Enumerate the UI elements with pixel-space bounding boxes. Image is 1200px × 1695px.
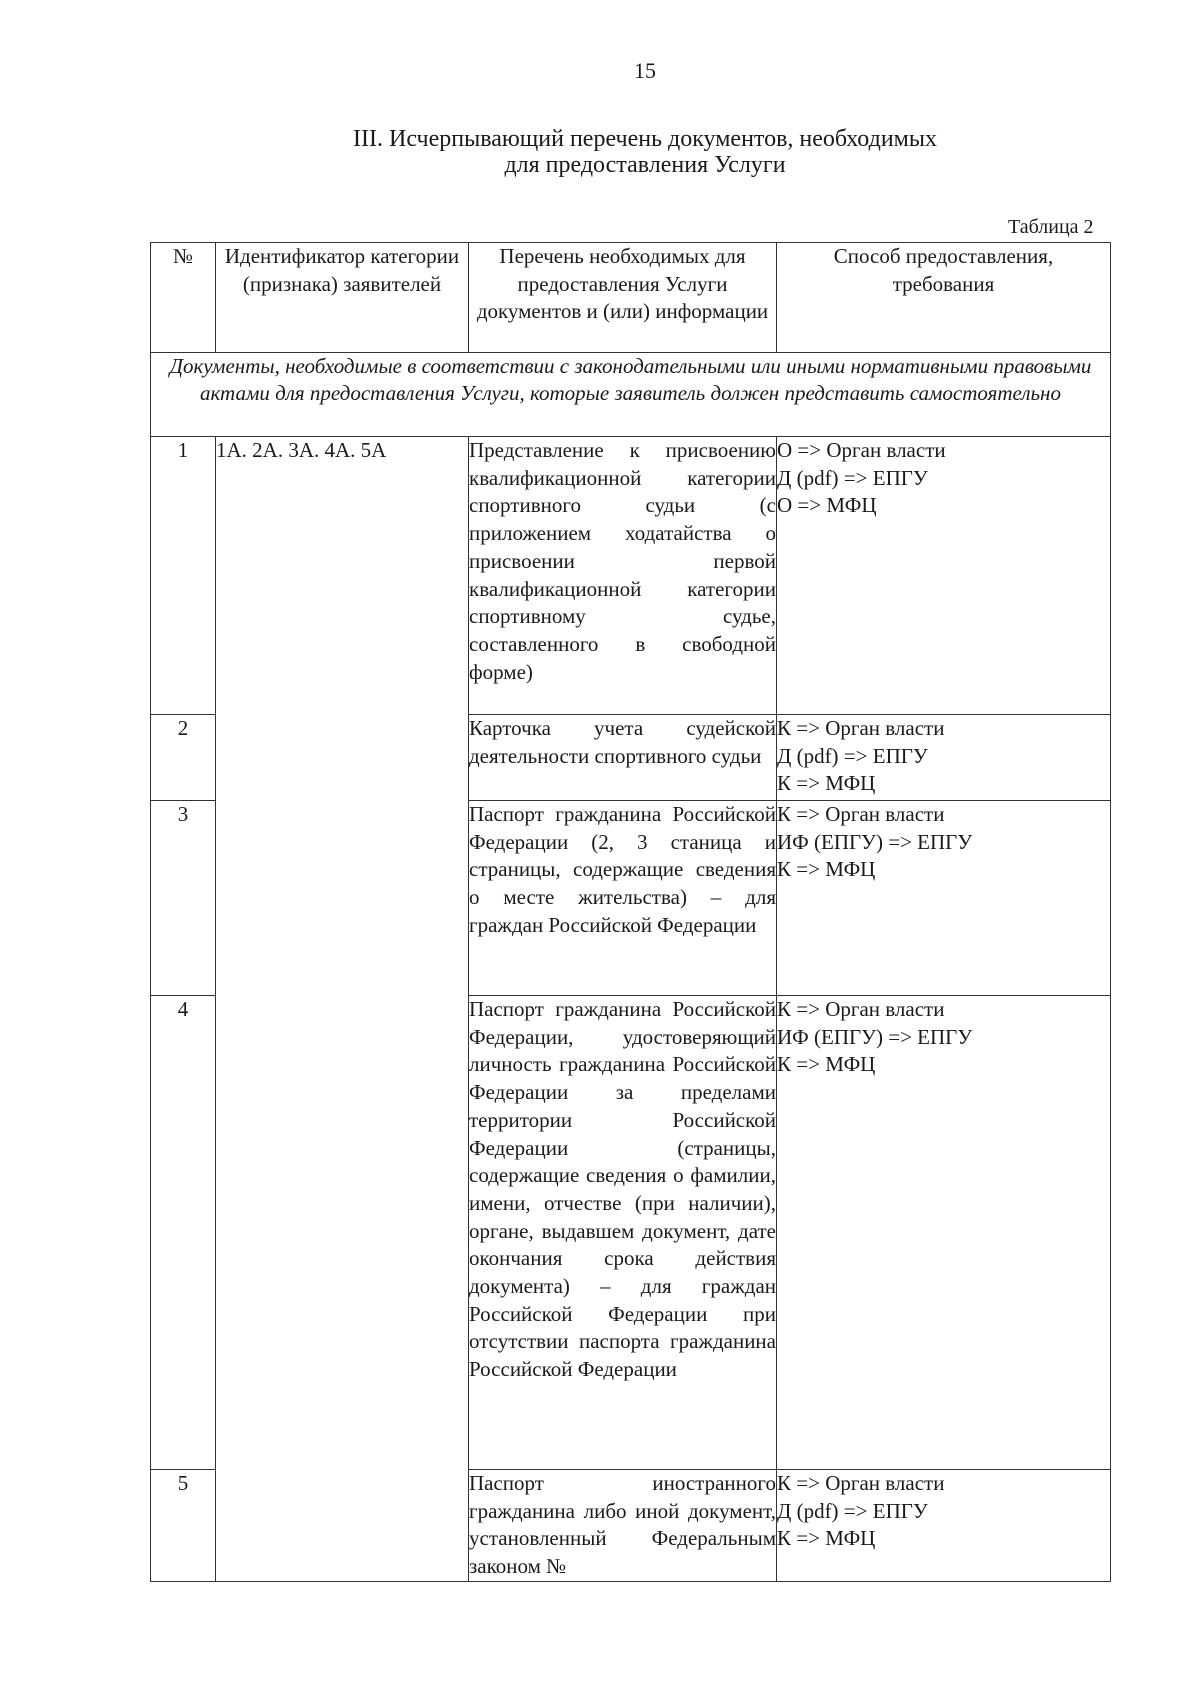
row-document: Паспорт гражданина Российской Федерации, удостоверяющий личность гражданина Российской Федерации за пределами территории Российской Федерации (страницы, содержащие сведения о фамилии, имени, отчестве (при наличии), органе, выдавшем документ, дате окончания срока действия документа) – для граждан Российской Федерации при отсутствии паспорта гражданина Российской Федерации bbox=[469, 996, 777, 1470]
method-line: ИФ (ЕПГУ) => ЕПГУ bbox=[777, 1024, 973, 1049]
row-methods bbox=[777, 437, 1111, 715]
method-line: ИФ (ЕПГУ) => ЕПГУ bbox=[777, 829, 973, 854]
table-header-row bbox=[151, 243, 1111, 353]
section-title-line-1: III. Исчерпывающий перечень документов, необходимых bbox=[353, 126, 937, 152]
method-line: К => МФЦ bbox=[777, 857, 876, 882]
header-documents: Перечень необходимых для предоставления Услуги документов и (или) информации bbox=[469, 243, 777, 353]
row-methods bbox=[777, 801, 1111, 996]
table-subheader: Документы, необходимые в соответствии с законодательными или иными нормативными правовыми актами для предоставления Услуги, которые заявитель должен представить самостоятельно bbox=[151, 353, 1111, 437]
method-line: К => МФЦ bbox=[777, 771, 876, 796]
row-num: 4 bbox=[151, 996, 216, 1470]
method-line: Д (pdf) => ЕПГУ bbox=[777, 1498, 928, 1523]
method-line: О => МФЦ bbox=[777, 493, 877, 518]
method-line: К => Орган власти bbox=[777, 716, 945, 740]
row-num: 2 bbox=[151, 715, 216, 801]
table-row bbox=[151, 437, 1111, 715]
method-line: К => Орган власти bbox=[777, 1471, 945, 1495]
header-method: Способ предоставления, требования bbox=[777, 243, 1111, 353]
row-methods bbox=[777, 996, 1111, 1470]
documents-table bbox=[150, 242, 1111, 1582]
row-methods bbox=[777, 715, 1111, 801]
method-line: К => Орган власти bbox=[777, 997, 945, 1021]
header-num: № bbox=[151, 243, 216, 353]
section-title-line-2: для предоставления Услуги bbox=[504, 152, 786, 178]
header-category: Идентификатор категории (признака) заявителей bbox=[216, 243, 469, 353]
method-line: О => Орган власти bbox=[777, 438, 946, 462]
row-num: 1 bbox=[151, 437, 216, 715]
table-caption: Таблица 2 bbox=[1008, 216, 1094, 238]
method-line: Д (pdf) => ЕПГУ bbox=[777, 465, 928, 490]
row-document: Паспорт иностранного гражданина либо иной документ, установленный Федеральным законом № bbox=[469, 1470, 777, 1582]
section-title bbox=[0, 126, 1200, 178]
row-num: 5 bbox=[151, 1470, 216, 1582]
table-subheader-row bbox=[151, 353, 1111, 437]
row-methods bbox=[777, 1470, 1111, 1582]
row-document: Карточка учета судейской деятельности спортивного судьи bbox=[469, 715, 777, 801]
row-document: Представление к присвоению квалификационной категории спортивного судьи (с приложением ходатайства о присвоении первой квалификационной категории спортивному судье, составленного в свободной форме) bbox=[469, 437, 777, 715]
method-line: Д (pdf) => ЕПГУ bbox=[777, 743, 928, 768]
row-document: Паспорт гражданина Российской Федерации (2, 3 станица и страницы, содержащие сведения о месте жительства) – для граждан Российской Федерации bbox=[469, 801, 777, 996]
page-number: 15 bbox=[634, 58, 656, 83]
row-num: 3 bbox=[151, 801, 216, 996]
method-line: К => МФЦ bbox=[777, 1052, 876, 1077]
method-line: К => Орган власти bbox=[777, 802, 945, 826]
method-line: К => МФЦ bbox=[777, 1526, 876, 1551]
row-category: 1А. 2А. 3А. 4А. 5А bbox=[216, 437, 469, 1582]
